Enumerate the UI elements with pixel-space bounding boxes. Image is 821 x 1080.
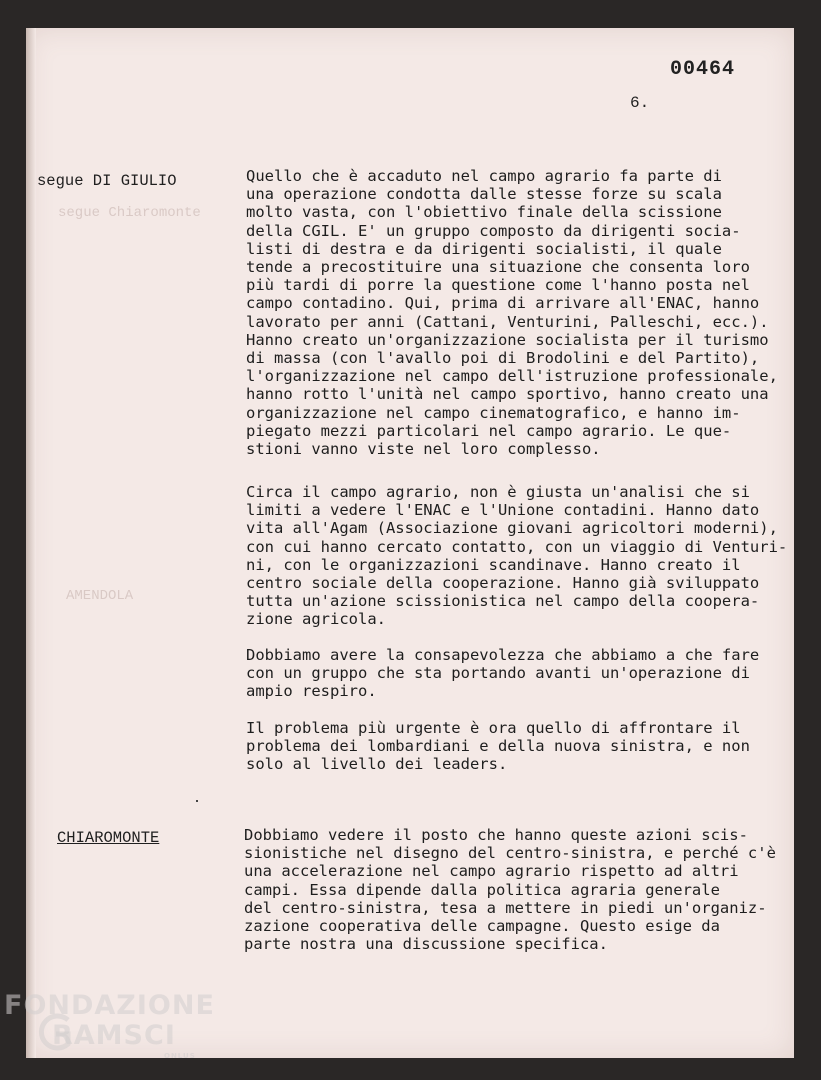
watermark-line-1: FONDAZIONE (4, 990, 215, 1021)
bleed-through-label: AMENDOLA (66, 588, 134, 604)
stray-mark (196, 800, 198, 802)
watermark-line-2: RAMSCI (52, 1020, 176, 1051)
bleed-through-label: segue Chiaromonte (58, 205, 201, 221)
archive-watermark (2, 990, 215, 1070)
paragraph: Dobbiamo avere la consapevolezza che abbiamo a che fare con un gruppo che sta portando avanti un'operazione di ampio respiro. (246, 646, 760, 701)
page-binding-edge (26, 28, 36, 1058)
watermark-line-3: ONLUS (164, 1052, 196, 1060)
speaker-label-di-giulio: segue DI GIULIO (37, 172, 177, 190)
paragraph: Circa il campo agrario, non è giusta un'analisi che si limiti a vedere l'ENAC e l'Unione contadini. Hanno dato vita all'Agam (Associazione giovani agricoltori moderni), con cui hanno cercato contatto, con un viaggio di Venturi- ni, con le organizzazioni scandinave. Hanno creato il centro sociale della cooperazione. Hanno già sviluppato tutta un'azione scissionistica nel campo della coopera- zione agricola. (246, 483, 788, 629)
paragraph: Quello che è accaduto nel campo agrario fa parte di una operazione condotta dalle stesse forze su scala molto vasta, con l'obiettivo finale della scissione della CGIL. E' un gruppo composto da dirigenti socia- listi di destra e da dirigenti socialisti, il quale tende a precostituire una situazione che consenta loro più tardi di porre la questione come l'hanno posta nel campo contadino. Qui, prima di arrivare all'ENAC, hanno lavorato per anni (Cattani, Venturini, Palleschi, ecc.). Hanno creato un'organizzazione socialista per il turismo di massa (con l'avallo poi di Brodolini e del Partito), l'organizzazione nel campo dell'istruzione professionale, hanno rotto l'unità nel campo sportivo, hanno creato una organizzazione nel campo cinematografico, e hanno im- piegato mezzi particolari nel campo agrario. Le que- stioni vanno viste nel loro complesso. (246, 167, 778, 459)
speaker-label-chiaromonte: CHIAROMONTE (57, 829, 160, 847)
paragraph: Dobbiamo vedere il posto che hanno queste azioni scis- sionistiche nel disegno del centro-sinistra, e perché c'è una accelerazione nel campo agrario rispetto ad altri campi. Essa dipende dalla politica agraria generale del centro-sinistra, tesa a mettere in piedi un'organiz- zazione cooperativa delle campagne. Questo esige da parte nostra una discussione specifica. (244, 826, 776, 954)
page-number: 6. (630, 94, 650, 112)
paragraph: Il problema più urgente è ora quello di affrontare il problema dei lombardiani e della nuova sinistra, e non solo al livello dei leaders. (246, 719, 750, 774)
document-number: 00464 (670, 58, 736, 81)
